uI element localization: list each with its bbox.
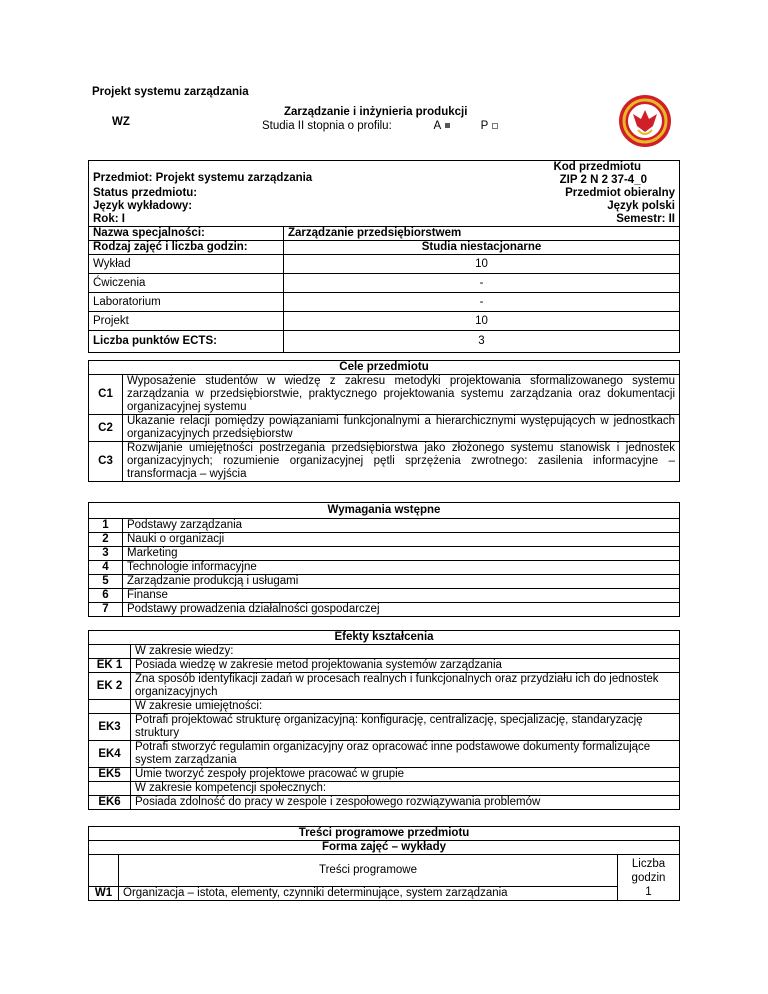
goal-text: Ukazanie relacji pomiędzy powiązaniami funkcjonalnymi a hierarchicznymi występujących w jednostkach organizacyjnych przedsiębiorstw [123, 415, 680, 442]
column-header-hours [618, 855, 680, 901]
prerequisite-text: Marketing [123, 547, 680, 561]
program-content-table [88, 826, 680, 901]
prerequisite-text: Podstawy prowadzenia działalności gospodarczej [123, 603, 680, 617]
goal-text: Wyposażenie studentów w wiedzę z zakresu metodyki projektowania sformalizowanego systemu zarządzania w przedsiębiorstwie, praktycznego projektowania systemu zarządzania oraz dokumentacji organizacyjnej systemu [123, 375, 680, 415]
outcome-code: EK6 [89, 796, 131, 810]
hours-type-name: Projekt [89, 312, 284, 331]
prerequisite-text: Nauki o organizacji [123, 533, 680, 547]
program-content-title: Treści programowe przedmiotu [89, 827, 680, 841]
course-goals-table [88, 360, 680, 482]
prerequisite-number: 3 [89, 547, 123, 561]
course-code [485, 161, 680, 188]
hours-type-name: Ćwiczenia [89, 274, 284, 293]
year-label: Rok: I [89, 213, 485, 227]
column-header-content: Treści programowe [119, 855, 618, 887]
profile-option-p: P [480, 120, 489, 132]
outcome-code-empty [89, 700, 131, 714]
prerequisite-text: Finanse [123, 589, 680, 603]
prerequisite-number: 2 [89, 533, 123, 547]
goals-title: Cele przedmiotu [89, 361, 680, 375]
prerequisites-table [88, 502, 680, 617]
specialization-label: Nazwa specjalności: [89, 227, 284, 241]
faculty-code: WZ [112, 116, 130, 128]
hours-value: - [284, 274, 680, 293]
outcome-code: EK 1 [89, 659, 131, 673]
goal-text: Rozwijanie umiejętności postrzegania przedsiębiorstwa jako złożonego systemu stanowisk i jednostek organizacyjnych; rozumienie organizacyjnej pętli sprzężenia zwrotnego: zasilenia informacyjne – transformacja – wyjścia [123, 442, 680, 482]
prerequisite-number: 7 [89, 603, 123, 617]
outcome-text: Potrafi projektować strukturę organizacyjną: konfigurację, centralizację, specjalizację, standaryzację struktury [131, 714, 680, 741]
prerequisite-number: 6 [89, 589, 123, 603]
hours-type-name: Wykład [89, 255, 284, 274]
hours-value: 10 [284, 255, 680, 274]
prerequisite-number: 5 [89, 575, 123, 589]
outcome-code: EK 2 [89, 673, 131, 700]
goal-code: C2 [89, 415, 123, 442]
specialization-value: Zarządzanie przedsiębiorstwem [284, 227, 680, 241]
class-type-label: Rodzaj zajęć i liczba godzin: [89, 241, 284, 255]
prerequisites-title: Wymagania wstępne [89, 503, 680, 519]
outcomes-title: Efekty kształcenia [89, 631, 680, 645]
hours-header-label: Liczba godzin [631, 858, 666, 884]
semester-label: Semestr: II [485, 213, 680, 227]
status-value: Przedmiot obieralny [485, 187, 680, 200]
learning-outcomes-table [88, 630, 680, 810]
studia-label: Studia II stopnia o profilu: [262, 120, 392, 132]
course-code-label: Kod przedmiotu [553, 161, 641, 173]
doc-title: Projekt systemu zarządzania [92, 86, 249, 98]
study-mode-value: Studia niestacjonarne [284, 241, 680, 255]
lecture-content: Organizacja – istota, elementy, czynniki determinujące, system zarządzania [119, 887, 618, 901]
hours-cell: 1 [645, 886, 652, 898]
studia-profile [262, 120, 498, 132]
course-code-value: ZIP 2 N 2 37-4_0 [559, 174, 647, 186]
outcome-text: Posiada zdolność do pracy w zespole i zespołowego rozwiązywania problemów [131, 796, 680, 810]
outcome-code: EK5 [89, 768, 131, 782]
outcome-text: Potrafi stworzyć regulamin organizacyjny oraz opracować inne podstawowe dokumenty formalizujące system zarządzania [131, 741, 680, 768]
prerequisite-text: Podstawy zarządzania [123, 519, 680, 533]
goal-code: C1 [89, 375, 123, 415]
language-label: Język wykładowy: [89, 200, 485, 213]
profile-option-a: A [433, 120, 442, 132]
outcomes-subheading-knowledge: W zakresie wiedzy: [131, 645, 680, 659]
university-emblem-logo [618, 94, 672, 148]
outcome-code: EK3 [89, 714, 131, 741]
prerequisite-text: Technologie informacyjne [123, 561, 680, 575]
outcome-text: Umie tworzyć zespoły projektowe pracować w grupie [131, 768, 680, 782]
class-form-title: Forma zajęć – wykłady [89, 841, 680, 855]
status-label: Status przedmiotu: [89, 187, 485, 200]
lecture-code: W1 [89, 887, 119, 901]
outcome-text: Posiada wiedzę w zakresie metod projektowania systemów zarządzania [131, 659, 680, 673]
prerequisite-number: 4 [89, 561, 123, 575]
prerequisite-text: Zarządzanie produkcją i usługami [123, 575, 680, 589]
hours-value: - [284, 293, 680, 312]
outcome-code-empty [89, 645, 131, 659]
course-subject: Przedmiot: Projekt systemu zarządzania [89, 161, 485, 188]
ects-label: Liczba punktów ECTS: [89, 331, 284, 353]
hours-value: 10 [284, 312, 680, 331]
empty-square-icon [492, 123, 498, 129]
ects-value: 3 [284, 331, 680, 353]
hours-type-name: Laboratorium [89, 293, 284, 312]
outcome-code: EK4 [89, 741, 131, 768]
program-name: Zarządzanie i inżynieria produkcji [284, 106, 468, 118]
goal-code: C3 [89, 442, 123, 482]
outcomes-subheading-competences: W zakresie kompetencji społecznych: [131, 782, 680, 796]
row-code-empty [89, 855, 119, 887]
outcome-text: Zna sposób identyfikacji zadań w procesach realnych i funkcjonalnych oraz przydziału ich do jednostek organizacyjnych [131, 673, 680, 700]
outcomes-subheading-skills: W zakresie umiejętności: [131, 700, 680, 714]
prerequisite-number: 1 [89, 519, 123, 533]
language-value: Język polski [485, 200, 680, 213]
outcome-code-empty [89, 782, 131, 796]
filled-square-icon [445, 123, 450, 128]
course-info-table [88, 160, 680, 353]
